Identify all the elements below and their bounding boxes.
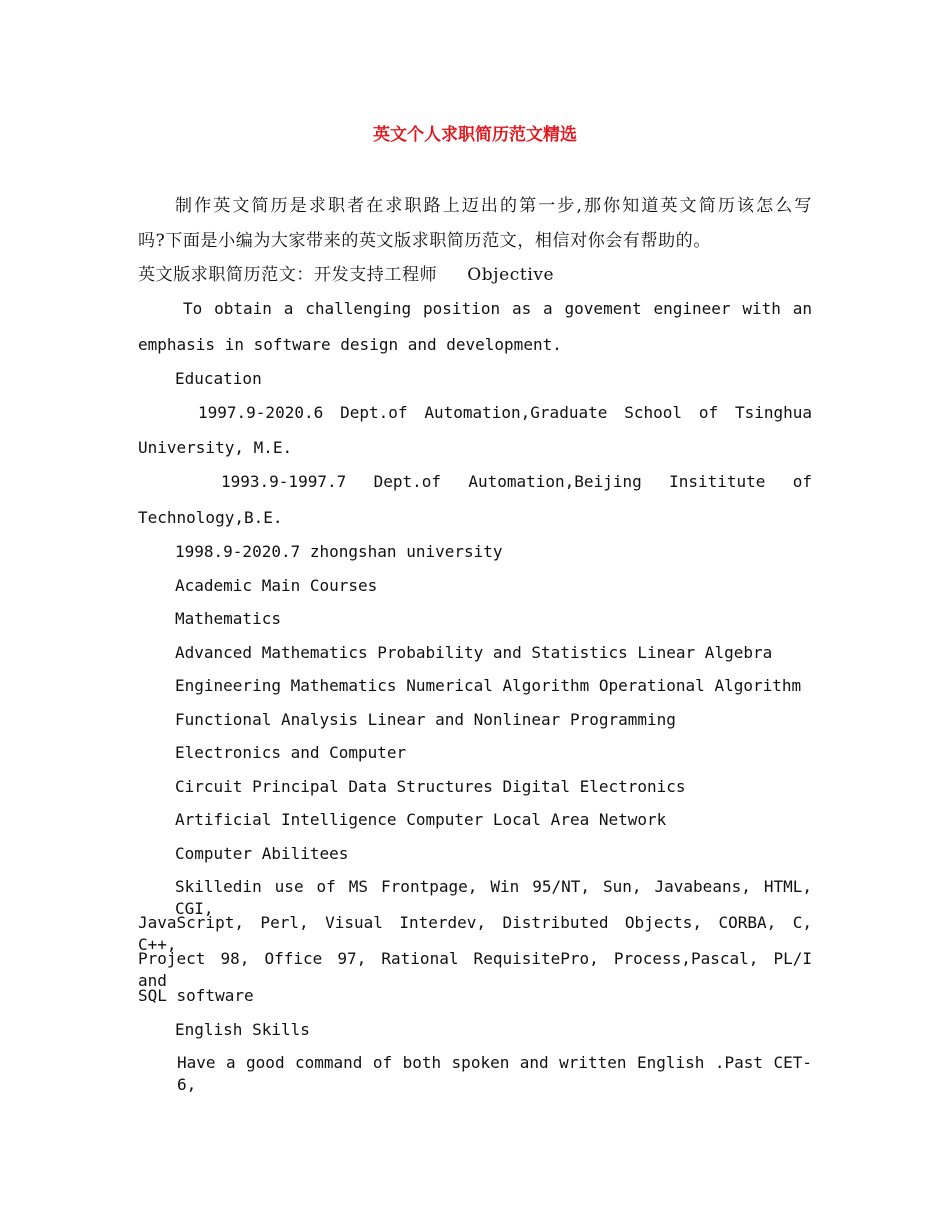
computer-abilities-heading: Computer Abilitees bbox=[175, 844, 349, 863]
objective-line-1: To obtain a challenging position as a govement engineer with an bbox=[183, 299, 812, 318]
computer-skills-line-4: SQL software bbox=[138, 986, 254, 1005]
mathematics-heading: Mathematics bbox=[175, 609, 281, 628]
education-entry-1-line-2: University, M.E. bbox=[138, 438, 293, 457]
education-entry-2-line-1: 1993.9-1997.7 Dept.of Automation,Beijing Insititute of bbox=[221, 472, 812, 491]
education-entry-3: 1998.9-2020.7 zhongshan university bbox=[175, 542, 503, 561]
intro-paragraph-line-2: 吗?下面是小编为大家带来的英文版求职简历范文，相信对你会有帮助的。 bbox=[138, 231, 711, 251]
education-entry-1-line-1: 1997.9-2020.6 Dept.of Automation,Graduate School of Tsinghua bbox=[198, 403, 812, 422]
computer-skills-line-3: Project 98, Office 97, Rational RequisitePro, Process,Pascal, PL/I and bbox=[138, 949, 812, 990]
education-entry-2-line-2: Technology,B.E. bbox=[138, 508, 283, 527]
mathematics-courses-line-3: Functional Analysis Linear and Nonlinear Programming bbox=[175, 710, 676, 729]
mathematics-courses-line-2: Engineering Mathematics Numerical Algorithm Operational Algorithm bbox=[175, 676, 802, 695]
electronics-courses-line-1: Circuit Principal Data Structures Digital Electronics bbox=[175, 777, 686, 796]
subtitle-line: 英文版求职简历范文：开发支持工程师 Objective bbox=[138, 265, 555, 285]
objective-line-2: emphasis in software design and development. bbox=[138, 335, 562, 354]
english-skills-heading: English Skills bbox=[175, 1020, 310, 1039]
english-skills-line-1: Have a good command of both spoken and written English .Past CET-6, bbox=[177, 1053, 812, 1094]
electronics-computer-heading: Electronics and Computer bbox=[175, 743, 407, 762]
education-heading: Education bbox=[175, 369, 262, 388]
mathematics-courses-line-1: Advanced Mathematics Probability and Statistics Linear Algebra bbox=[175, 643, 773, 662]
courses-heading: Academic Main Courses bbox=[175, 576, 378, 595]
document-title: 英文个人求职简历范文精选 bbox=[373, 125, 577, 145]
electronics-courses-line-2: Artificial Intelligence Computer Local Area Network bbox=[175, 810, 667, 829]
intro-paragraph-line-1: 制作英文简历是求职者在求职路上迈出的第一步,那你知道英文简历该怎么写 bbox=[175, 196, 812, 216]
computer-skills-line-1: Skilledin use of MS Frontpage, Win 95/NT, Sun, Javabeans, HTML, CGI, bbox=[175, 877, 812, 918]
computer-skills-line-2: JavaScript, Perl, Visual Interdev, Distributed Objects, CORBA, C, C++, bbox=[138, 913, 812, 954]
